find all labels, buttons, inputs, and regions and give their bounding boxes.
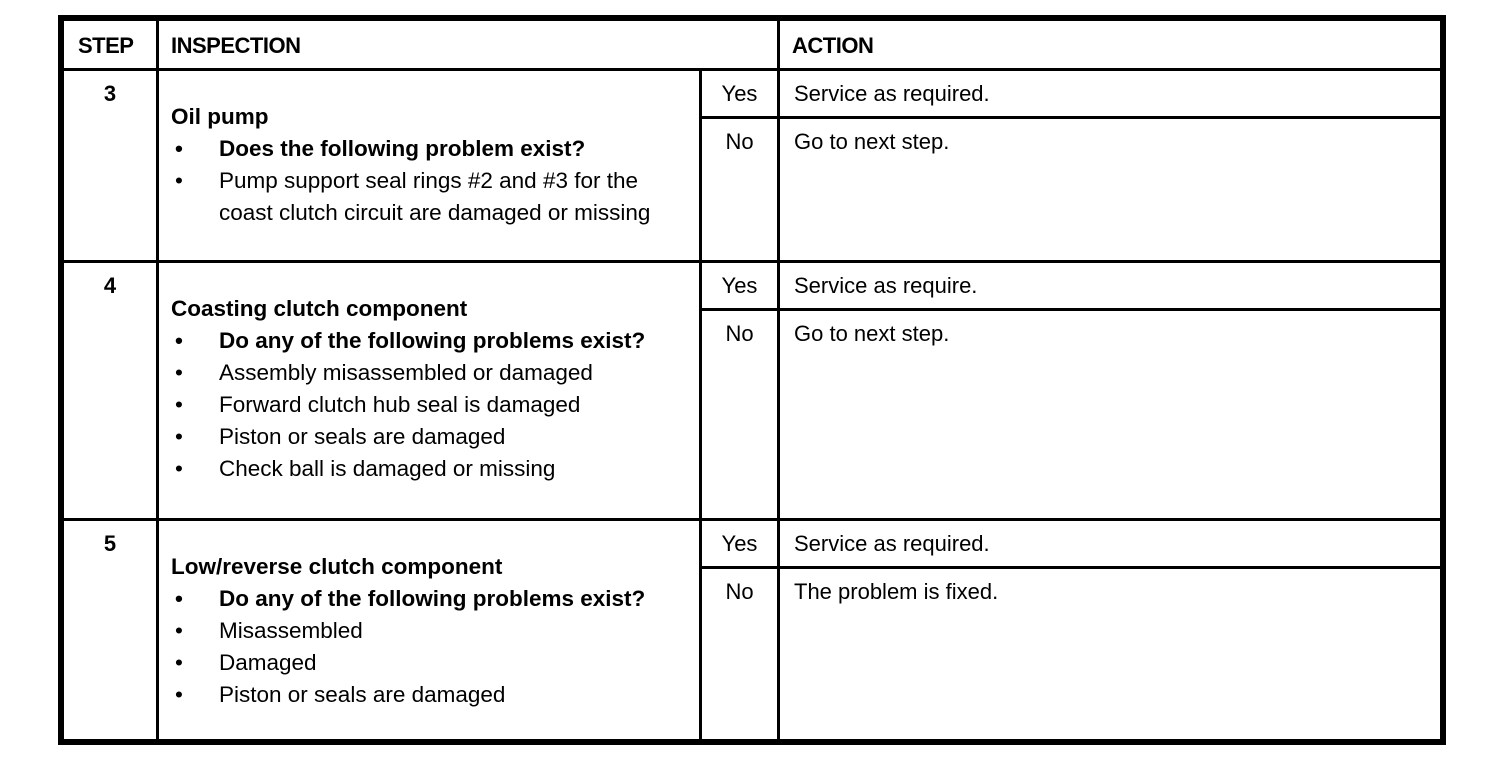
yes-label: Yes	[701, 520, 779, 568]
list-item	[171, 325, 689, 357]
inspection-item: Assembly misassembled or damaged	[219, 360, 593, 385]
action-column-header: ACTION	[779, 20, 1442, 70]
list-item	[171, 389, 689, 421]
table-row	[63, 70, 1442, 118]
bullet-icon: •	[175, 586, 183, 611]
bullet-icon: •	[175, 392, 183, 417]
inspection-item: Piston or seals are damaged	[219, 424, 506, 449]
list-item	[171, 615, 689, 647]
no-action: The problem is fixed.	[779, 568, 1442, 741]
yes-action: Service as require.	[779, 262, 1442, 310]
inspection-item: Piston or seals are damaged	[219, 682, 506, 707]
list-item	[171, 679, 689, 711]
inspection-title: Low/reverse clutch component	[171, 554, 503, 579]
table-header-row	[63, 20, 1442, 70]
no-label: No	[701, 118, 779, 262]
list-item	[171, 357, 689, 389]
inspection-cell	[158, 262, 701, 520]
list-item	[171, 583, 689, 615]
bullet-icon: •	[175, 136, 183, 161]
inspection-question: Do any of the following problems exist?	[219, 586, 646, 611]
bullet-icon: •	[175, 650, 183, 675]
inspection-list	[171, 583, 689, 711]
no-label: No	[701, 310, 779, 520]
bullet-icon: •	[175, 424, 183, 449]
inspection-list	[171, 133, 689, 229]
list-item	[171, 453, 689, 485]
bullet-icon: •	[175, 618, 183, 643]
inspection-cell	[158, 70, 701, 262]
inspection-cell	[158, 520, 701, 741]
table-row	[63, 262, 1442, 310]
step-number: 3	[63, 70, 158, 262]
diagnostic-table	[61, 18, 1443, 742]
no-label: No	[701, 568, 779, 741]
inspection-question: Does the following problem exist?	[219, 136, 586, 161]
bullet-icon: •	[175, 168, 183, 193]
list-item	[171, 165, 689, 229]
table-row	[63, 520, 1442, 568]
list-item	[171, 647, 689, 679]
inspection-column-header: INSPECTION	[158, 20, 779, 70]
inspection-item: Pump support seal rings #2 and #3 for the coast clutch circuit are damaged or missing	[219, 168, 651, 225]
list-item	[171, 133, 689, 165]
bullet-icon: •	[175, 682, 183, 707]
no-action: Go to next step.	[779, 310, 1442, 520]
inspection-question: Do any of the following problems exist?	[219, 328, 646, 353]
inspection-item: Misassembled	[219, 618, 363, 643]
inspection-item: Damaged	[219, 650, 317, 675]
bullet-icon: •	[175, 456, 183, 481]
inspection-title: Coasting clutch component	[171, 296, 468, 321]
list-item	[171, 421, 689, 453]
step-number: 5	[63, 520, 158, 741]
yes-label: Yes	[701, 262, 779, 310]
step-column-header: STEP	[63, 20, 158, 70]
step-number: 4	[63, 262, 158, 520]
inspection-list	[171, 325, 689, 485]
inspection-title: Oil pump	[171, 104, 269, 129]
yes-action: Service as required.	[779, 70, 1442, 118]
inspection-item: Forward clutch hub seal is damaged	[219, 392, 581, 417]
bullet-icon: •	[175, 360, 183, 385]
bullet-icon: •	[175, 328, 183, 353]
inspection-item: Check ball is damaged or missing	[219, 456, 556, 481]
no-action: Go to next step.	[779, 118, 1442, 262]
yes-label: Yes	[701, 70, 779, 118]
diagnostic-table-frame	[58, 15, 1446, 745]
yes-action: Service as required.	[779, 520, 1442, 568]
